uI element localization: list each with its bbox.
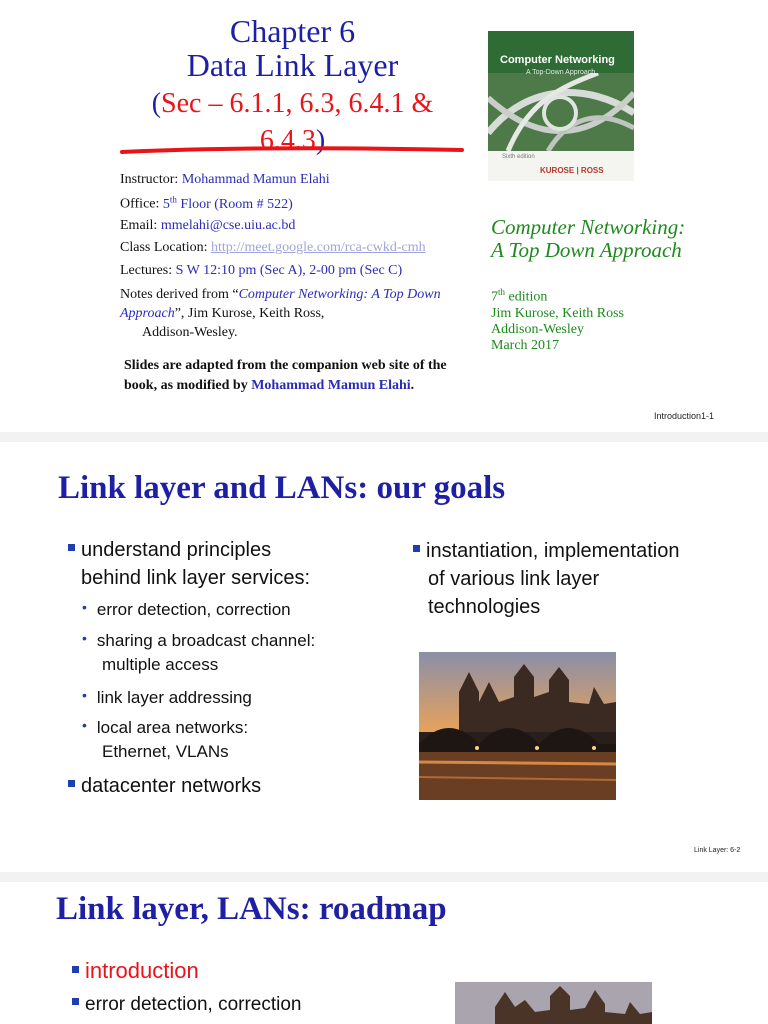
book-cover-authors: KUROSE | ROSS [540,166,604,175]
sub-bullet-addressing [82,686,315,716]
slide-goals [0,442,768,872]
adapted-author: Mohammad Mamun Elahi [251,378,411,393]
book-cover-title: Computer Networking [500,54,615,66]
close-paren: ) [315,125,326,156]
dot-bullet-icon: • [82,630,87,646]
class-location-line [120,240,426,256]
roadmap-item-introduction [72,958,199,984]
instructor-label: Instructor: [120,172,182,187]
adapted-period: . [410,378,415,393]
sub-bullet-broadcast [82,629,315,686]
roadmap-item-text: introduction [85,958,199,983]
book-edition-word: edition [505,289,548,305]
slide-chapter-title [0,0,768,432]
sections-part-a: Sec – 6.1.1, 6.3, 6.4.1 & [161,88,434,119]
sub-bullet-list [82,598,315,764]
notes-close-quote: ” [174,306,181,321]
square-bullet-icon [68,544,75,551]
dot-bullet-icon: • [82,599,87,615]
book-cover-subtitle: A Top-Down Approach [526,69,596,76]
book-details [491,284,624,354]
slide-page-number: Link Layer: 6-2 [694,847,741,854]
office-room: Floor (Room # 522) [176,196,293,212]
slide-title: Link layer and LANs: our goals [58,470,506,506]
sub-bullet-text: sharing a broadcast channel: [96,631,316,650]
square-bullet-icon [68,780,75,787]
meet-link[interactable]: http://meet.google.com/rca-cwkd-cmh [211,240,426,255]
lectures-label: Lectures: [120,263,176,278]
chapter-heading [120,14,465,158]
instructor-line [120,172,330,188]
sub-bullet-text-cont: multiple access [102,655,219,674]
slide-divider [0,872,768,882]
instructor-name: Mohammad Mamun Elahi [181,172,330,187]
email-label: Email: [120,218,161,233]
book-edition-number: 7 [491,289,498,305]
book-cover-image [488,31,634,181]
slide-title: Link layer, LANs: roadmap [56,891,447,927]
goal-bullet-principles [68,536,310,592]
goal-bullet-instantiation [413,537,679,621]
highway-interchange-graphic [488,73,634,151]
sub-bullet-text: error detection, correction [96,600,291,619]
sub-bullet-text-cont: Ethernet, VLANs [102,742,229,761]
book-edition [491,284,624,306]
bullet-text-line1: instantiation, implementation [426,540,680,562]
chapter-number: Chapter 6 [229,13,356,49]
sub-bullet-text: local area networks: [96,718,249,737]
office-line [120,194,293,213]
open-paren: ( [151,88,162,119]
sub-bullet-text: link layer addressing [96,688,252,707]
bullet-text-line2: of various link layer [428,568,600,590]
notes-authors: , Jim Kurose, Keith Ross, [180,306,325,321]
book-publisher: Addison-Wesley [491,321,584,337]
book-date: March 2017 [491,337,560,353]
email-address[interactable]: mmelahi@cse.uiu.ac.bd [160,218,296,233]
slide-roadmap [0,882,768,1024]
sub-bullet-lans [82,716,315,764]
goal-bullet-datacenter [68,775,261,798]
slide-divider [0,432,768,442]
square-bullet-icon [72,966,79,973]
square-bullet-icon [72,998,79,1005]
book-edition-suffix: th [498,287,506,297]
book-cover-edition: Sixth edition [502,154,535,160]
red-underline-stroke [118,144,466,160]
bullet-text-line3: technologies [428,596,541,618]
adapted-note [124,356,474,396]
bullet-text: datacenter networks [81,775,262,797]
office-floor-suffix: th [169,194,177,204]
office-label: Office: [120,196,163,212]
bridge-photo [455,982,652,1024]
sub-bullet-error-detection [82,598,315,629]
bridge-photo [419,652,616,800]
dot-bullet-icon: • [82,687,87,703]
class-location-label: Class Location: [120,240,211,255]
bullet-text-line2: behind link layer services: [81,567,310,589]
roadmap-item-error-detection [72,994,302,1016]
office-floor-number: 5 [162,196,170,212]
notes-source [120,285,460,342]
notes-label: Notes derived from “ [120,287,239,302]
bridge-at-dusk-illustration [455,982,652,1024]
notes-publisher: Addison-Wesley. [142,325,238,340]
lectures-line [120,263,402,279]
notes-book-title: Computer Networking: A Top Down Approach [120,287,441,321]
book-title: Computer Networking: A Top Down Approach [491,215,686,262]
adapted-text: Slides are adapted from the companion web site of the book, as modified by [124,358,447,393]
chapter-name: Data Link Layer [186,47,399,83]
roadmap-item-text: error detection, correction [85,994,302,1015]
lectures-schedule: S W 12:10 pm (Sec A), 2-00 pm (Sec C) [175,263,403,278]
bullet-text-line1: understand principles [81,539,272,561]
dot-bullet-icon: • [82,717,87,733]
email-line [120,218,295,234]
square-bullet-icon [413,545,420,552]
book-authors: Jim Kurose, Keith Ross [491,305,624,321]
bridge-at-dusk-illustration [419,652,616,800]
sections-part-b: 6.4.3 [259,125,316,156]
slide-page-number: Introduction1-1 [654,411,715,421]
